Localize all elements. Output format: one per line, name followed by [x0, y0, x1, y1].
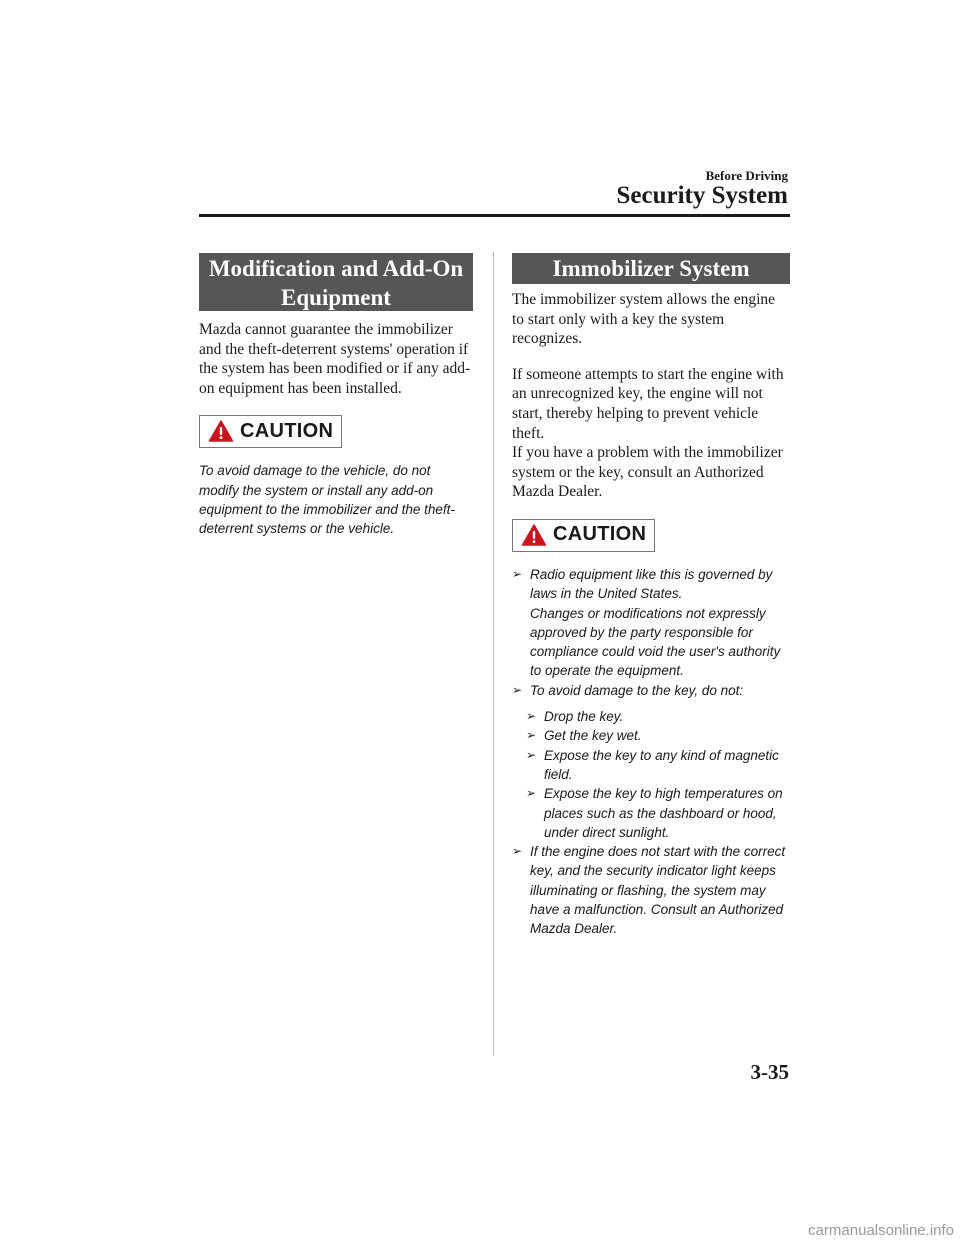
- section-title: Security System: [616, 182, 788, 209]
- arrowhead-bullet-icon: ➢: [512, 844, 523, 859]
- arrowhead-bullet-icon: ➢: [512, 682, 523, 697]
- arrowhead-bullet-icon: ➢: [512, 566, 523, 581]
- modification-paragraph: Mazda cannot guarantee the immobilizer and the theft-deterrent systems' operation if the system has been modified or if any add-on equipment has been installed.: [199, 321, 471, 397]
- immobilizer-intro: The immobilizer system allows the engine to start only with a key the system recognizes.: [512, 291, 776, 348]
- arrowhead-bullet-icon: ➢: [526, 709, 537, 724]
- immobilizer-problem-paragraph: If you have a problem with the immobilizer system or the key, consult an Authorized Mazda Dealer.: [512, 444, 783, 501]
- caution-label: CAUTION: [553, 523, 647, 546]
- list-item: ➢ If the engine does not start with the correct key, and the security indicator light keeps illuminating or flashing, the system may have a malfunction. Consult an Authorized Mazda Dealer.: [512, 844, 786, 937]
- caution-list: [512, 565, 790, 700]
- list-item: ➢ Drop the key.: [512, 707, 790, 726]
- warning-triangle-icon: [208, 419, 234, 443]
- caution-list-end: [512, 842, 790, 938]
- arrowhead-bullet-icon: ➢: [526, 728, 537, 743]
- caution-label: CAUTION: [240, 419, 334, 442]
- list-item: ➢ Radio equipment like this is governed by laws in the United States. Changes or modifications not expressly approved by the party responsible for compliance could void the user's authority to operate the equipment.: [512, 566, 781, 679]
- column-divider: [493, 252, 494, 1056]
- list-item: ➢ Expose the key to any kind of magnetic field.: [526, 747, 779, 782]
- caution-badge: [199, 415, 342, 448]
- chapter-label: Before Driving: [705, 168, 788, 183]
- arrowhead-bullet-icon: ➢: [526, 747, 537, 762]
- modification-section-heading: Modification and Add-On Equipment: [199, 253, 473, 311]
- left-column: [199, 253, 473, 539]
- immobilizer-section-heading: Immobilizer System: [512, 253, 790, 284]
- page-number: 3-35: [750, 1060, 789, 1084]
- list-item: ➢ To avoid damage to the key, do not:: [512, 681, 790, 700]
- caution-sublist: [512, 707, 790, 842]
- caution-badge: [512, 519, 655, 552]
- list-item: ➢ Expose the key to high temperatures on places such as the dashboard or hood, under direct sunlight.: [526, 786, 783, 840]
- arrowhead-bullet-icon: ➢: [526, 786, 537, 801]
- immobilizer-theft-paragraph: If someone attempts to start the engine with an unrecognized key, the engine will not start, thereby helping to prevent vehicle theft.: [512, 365, 784, 442]
- warning-triangle-icon: [521, 523, 547, 547]
- list-item: ➢ Get the key wet.: [512, 726, 790, 745]
- right-column: [512, 253, 790, 939]
- watermark[interactable]: carmanualsonline.info: [808, 1222, 954, 1239]
- header-rule: [199, 214, 790, 217]
- caution-text: To avoid damage to the vehicle, do not modify the system or install any add-on equipment to the immobilizer and the theft-deterrent systems or the vehicle.: [199, 463, 455, 537]
